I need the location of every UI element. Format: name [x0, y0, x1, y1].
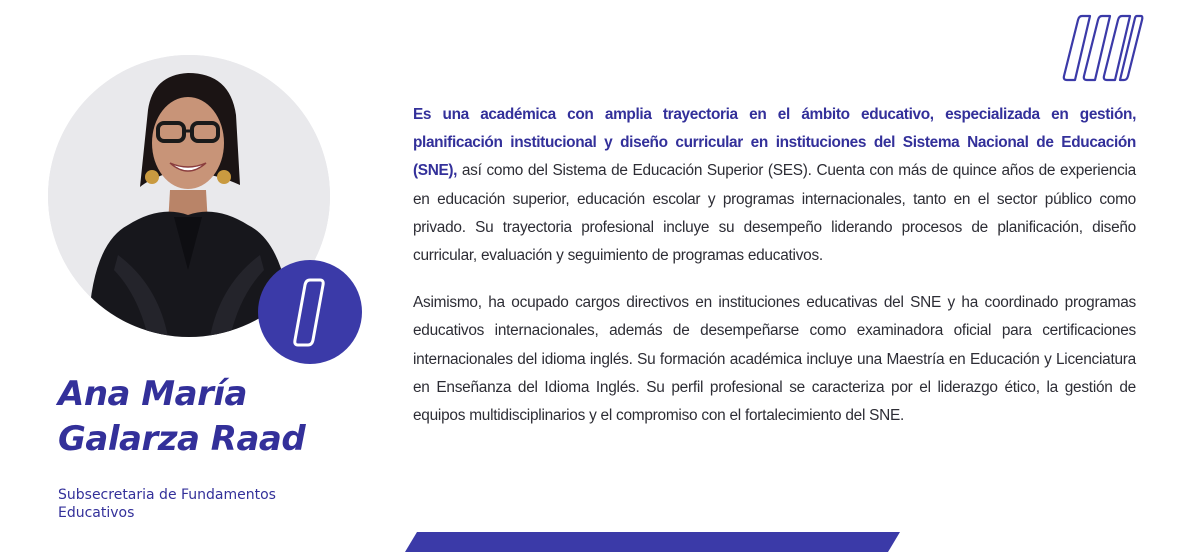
- bio-paragraph-1-text: así como del Sistema de Educación Superior (SES). Cuenta con más de quince años de experiencia en educación superior, educación escolar y programas internacionales, tanto en el sector público como privado. Su trayectoria profesional incluye su desempeño liderando procesos de planificación, diseño curricular, evaluación y seguimiento de programas educativos.: [413, 162, 1136, 265]
- bio-paragraph-2: Asimismo, ha ocupado cargos directivos en instituciones educativas del SNE y ha coordinado programas educativos internacionales, además de desempeñarse como examinadora oficial para certificaciones internacionales del idioma inglés. Su formación académica incluye una Maestría en Educación y Licenciatura en Enseñanza del Idioma Inglés. Su perfil profesional se caracteriza por el liderazgo ético, la gestión de equipos multidisciplinarios y el compromiso con el fortalecimiento del SNE.: [413, 294, 1136, 425]
- biography: [413, 101, 1136, 430]
- person-name-line1: Ana María: [58, 374, 247, 414]
- bottom-accent-bar: [405, 532, 900, 552]
- bio-highlight: Es una académica con amplia trayectoria en el ámbito educativo, especializada en gestión, planificación institucional y diseño curricular en instituciones del Sistema Nacional de Educación (SNE),: [413, 106, 1136, 180]
- bio-paragraph-1: [413, 101, 1136, 270]
- slash-stroke-icon: [258, 260, 362, 364]
- person-role-line2: Educativos: [58, 505, 135, 521]
- person-name: [58, 372, 348, 462]
- person-role: [58, 486, 348, 522]
- person-name-line2: Galarza Raad: [58, 419, 306, 459]
- accent-circle: [258, 260, 362, 364]
- person-role-line1: Subsecretaria de Fundamentos: [58, 487, 276, 503]
- diagonal-stripes-icon: [1062, 14, 1144, 84]
